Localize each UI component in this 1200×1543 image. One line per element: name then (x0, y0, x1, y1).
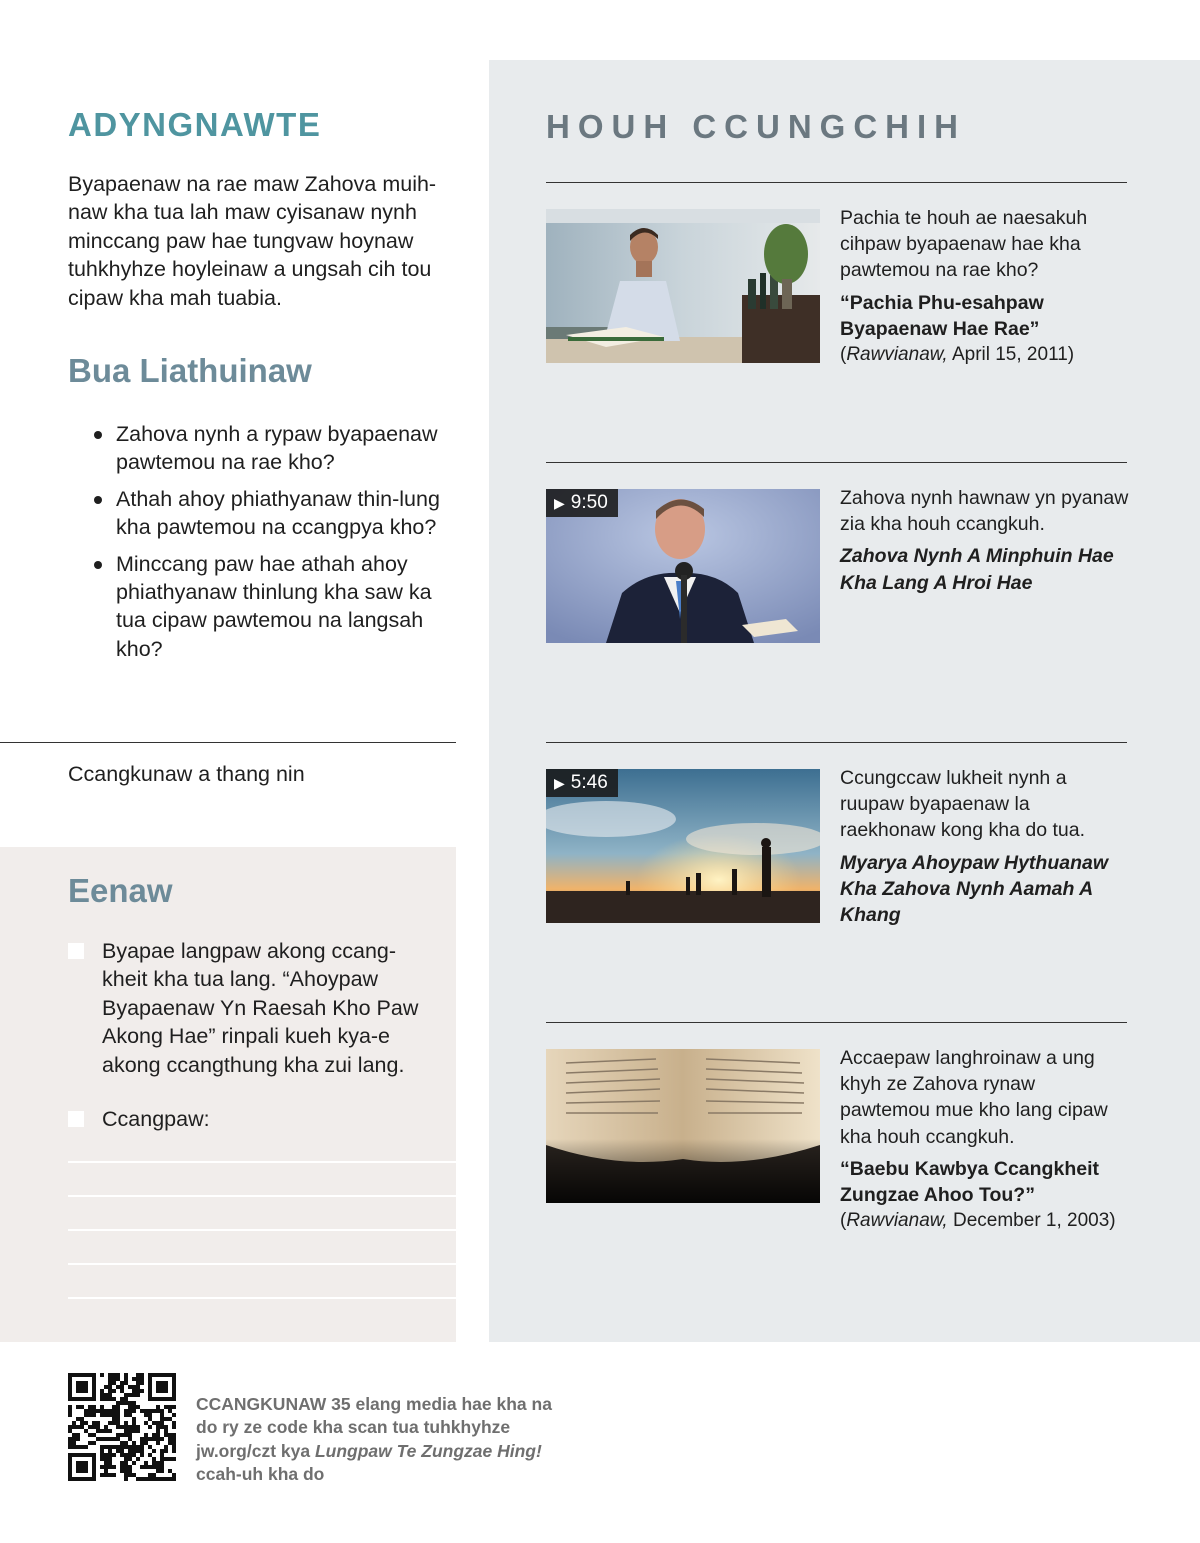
explore-item-text (840, 1045, 1130, 1234)
explore-item-text (840, 485, 1130, 596)
goal-panel-background (0, 847, 456, 1342)
play-icon: ▶ (554, 495, 565, 511)
review-list (92, 420, 462, 671)
goal-item-text: Ccangpaw: (102, 1107, 210, 1131)
video-duration-badge (546, 769, 618, 797)
explore-item-text (840, 765, 1130, 928)
review-question-text: Minccang paw hae athah ahoy phiathyanaw thinlung kha saw ka tua cipaw pawtemou na langsah kho? (116, 551, 432, 661)
explore-item-question: Ccungccaw lukheit nynh a ruupaw byapaenaw la raekhonaw kong kha do tua. (840, 767, 1086, 842)
video-duration: 5:46 (570, 772, 608, 793)
source-publication: Rawvianaw, (846, 344, 948, 366)
speaker-at-podium-video[interactable] (546, 489, 820, 643)
write-line[interactable] (68, 1297, 456, 1299)
write-line[interactable] (68, 1229, 456, 1231)
sunset-silhouettes-video[interactable] (546, 769, 820, 923)
section-divider (546, 1022, 1127, 1023)
review-question (92, 550, 462, 664)
review-title: Bua Liathuinaw (68, 352, 312, 389)
summary-text: Byapaenaw na rae maw Zahova muih-naw kha tua lah maw cyisanaw nynh minccang paw hae tungvaw hoynaw tuhkhyhze hoyleinaw a ungsah cih tou cipaw kha mah tuabia. (68, 172, 437, 310)
goal-item (68, 937, 438, 1079)
explore-item-source: (Rawvianaw, April 15, 2011) (840, 344, 1075, 366)
section-divider (546, 742, 1127, 743)
bullet-icon (94, 496, 102, 504)
bullet-icon (94, 431, 102, 439)
video-duration-badge (546, 489, 618, 517)
goal-item-text: Byapae langpaw akong ccang-kheit kha tua lang. “Ahoypaw Byapaenaw Yn Raesah Kho Paw Akong Hae” rinpali kueh kya-e akong ccangthung kha zui lang. (102, 939, 419, 1077)
play-icon: ▶ (554, 775, 565, 791)
goal-title: Eenaw (68, 872, 173, 909)
footer-publication-link[interactable]: Lungpaw Te Zungzae Hing! (314, 1440, 542, 1461)
footer-text-end: ccah-uh kha do (196, 1464, 325, 1485)
explore-item-question: Pachia te houh ae naesakuh cihpaw byapaenaw hae kha pawtemou na rae kho? (840, 207, 1088, 282)
explore-item-title[interactable]: “Baebu Kawbya Ccangkheit Zungzae Ahoo Tou?” (840, 1157, 1099, 1207)
goal-item (68, 1105, 438, 1133)
man-studying-bible-photo[interactable] (546, 209, 820, 363)
footer-text: CCANGKUNAW 35 elang media hae kha na do ry ze code kha scan tua tuhkhyhze jw.org/czt kya (196, 1394, 552, 1461)
date-completed-label: Ccangkunaw a thang nin (68, 762, 305, 786)
review-question-text: Athah ahoy phiathyanaw thin-lung kha pawtemou na ccangpya kho? (116, 486, 440, 540)
section-divider (546, 182, 1127, 183)
video-duration: 9:50 (570, 492, 608, 513)
bullet-icon (94, 561, 102, 569)
checkbox[interactable] (68, 943, 84, 959)
summary-title: ADYNGNAWTE (68, 106, 322, 143)
source-publication: Rawvianaw, (846, 1210, 948, 1232)
explore-item-question: Accaepaw langhroinaw a ung khyh ze Zahova rynaw pawtemou mue kho lang cipaw kha houh ccangkuh. (840, 1047, 1108, 1148)
qr-code[interactable] (68, 1373, 176, 1481)
open-bible-photo[interactable] (546, 1049, 820, 1203)
write-line[interactable] (68, 1263, 456, 1265)
review-question (92, 420, 462, 477)
explore-item-title[interactable]: Myarya Ahoypaw Hythuanaw Kha Zahova Nynh Aamah A Khang (840, 851, 1109, 927)
explore-item-question: Zahova nynh hawnaw yn pyanaw zia kha houh ccangkuh. (840, 487, 1129, 536)
explore-title: HOUH CCUNGCHIH (546, 108, 966, 145)
left-divider (0, 742, 456, 743)
write-line[interactable] (68, 1161, 456, 1163)
explore-item-title[interactable]: Zahova Nynh A Minphuin Hae Kha Lang A Hroi Hae (840, 545, 1114, 594)
footer-note (196, 1393, 576, 1487)
review-question-text: Zahova nynh a rypaw byapaenaw pawtemou na rae kho? (116, 422, 438, 475)
explore-item-title[interactable]: “Pachia Phu-esahpaw Byapaenaw Hae Rae” (840, 291, 1044, 340)
section-divider (546, 462, 1127, 463)
review-question (92, 485, 462, 542)
source-date: April 15, 2011) (947, 344, 1075, 366)
explore-item-text (840, 205, 1130, 368)
explore-item-source: (Rawvianaw, December 1, 2003) (840, 1210, 1116, 1232)
write-line[interactable] (68, 1195, 456, 1197)
checkbox[interactable] (68, 1111, 84, 1127)
source-date: December 1, 2003) (947, 1210, 1116, 1232)
